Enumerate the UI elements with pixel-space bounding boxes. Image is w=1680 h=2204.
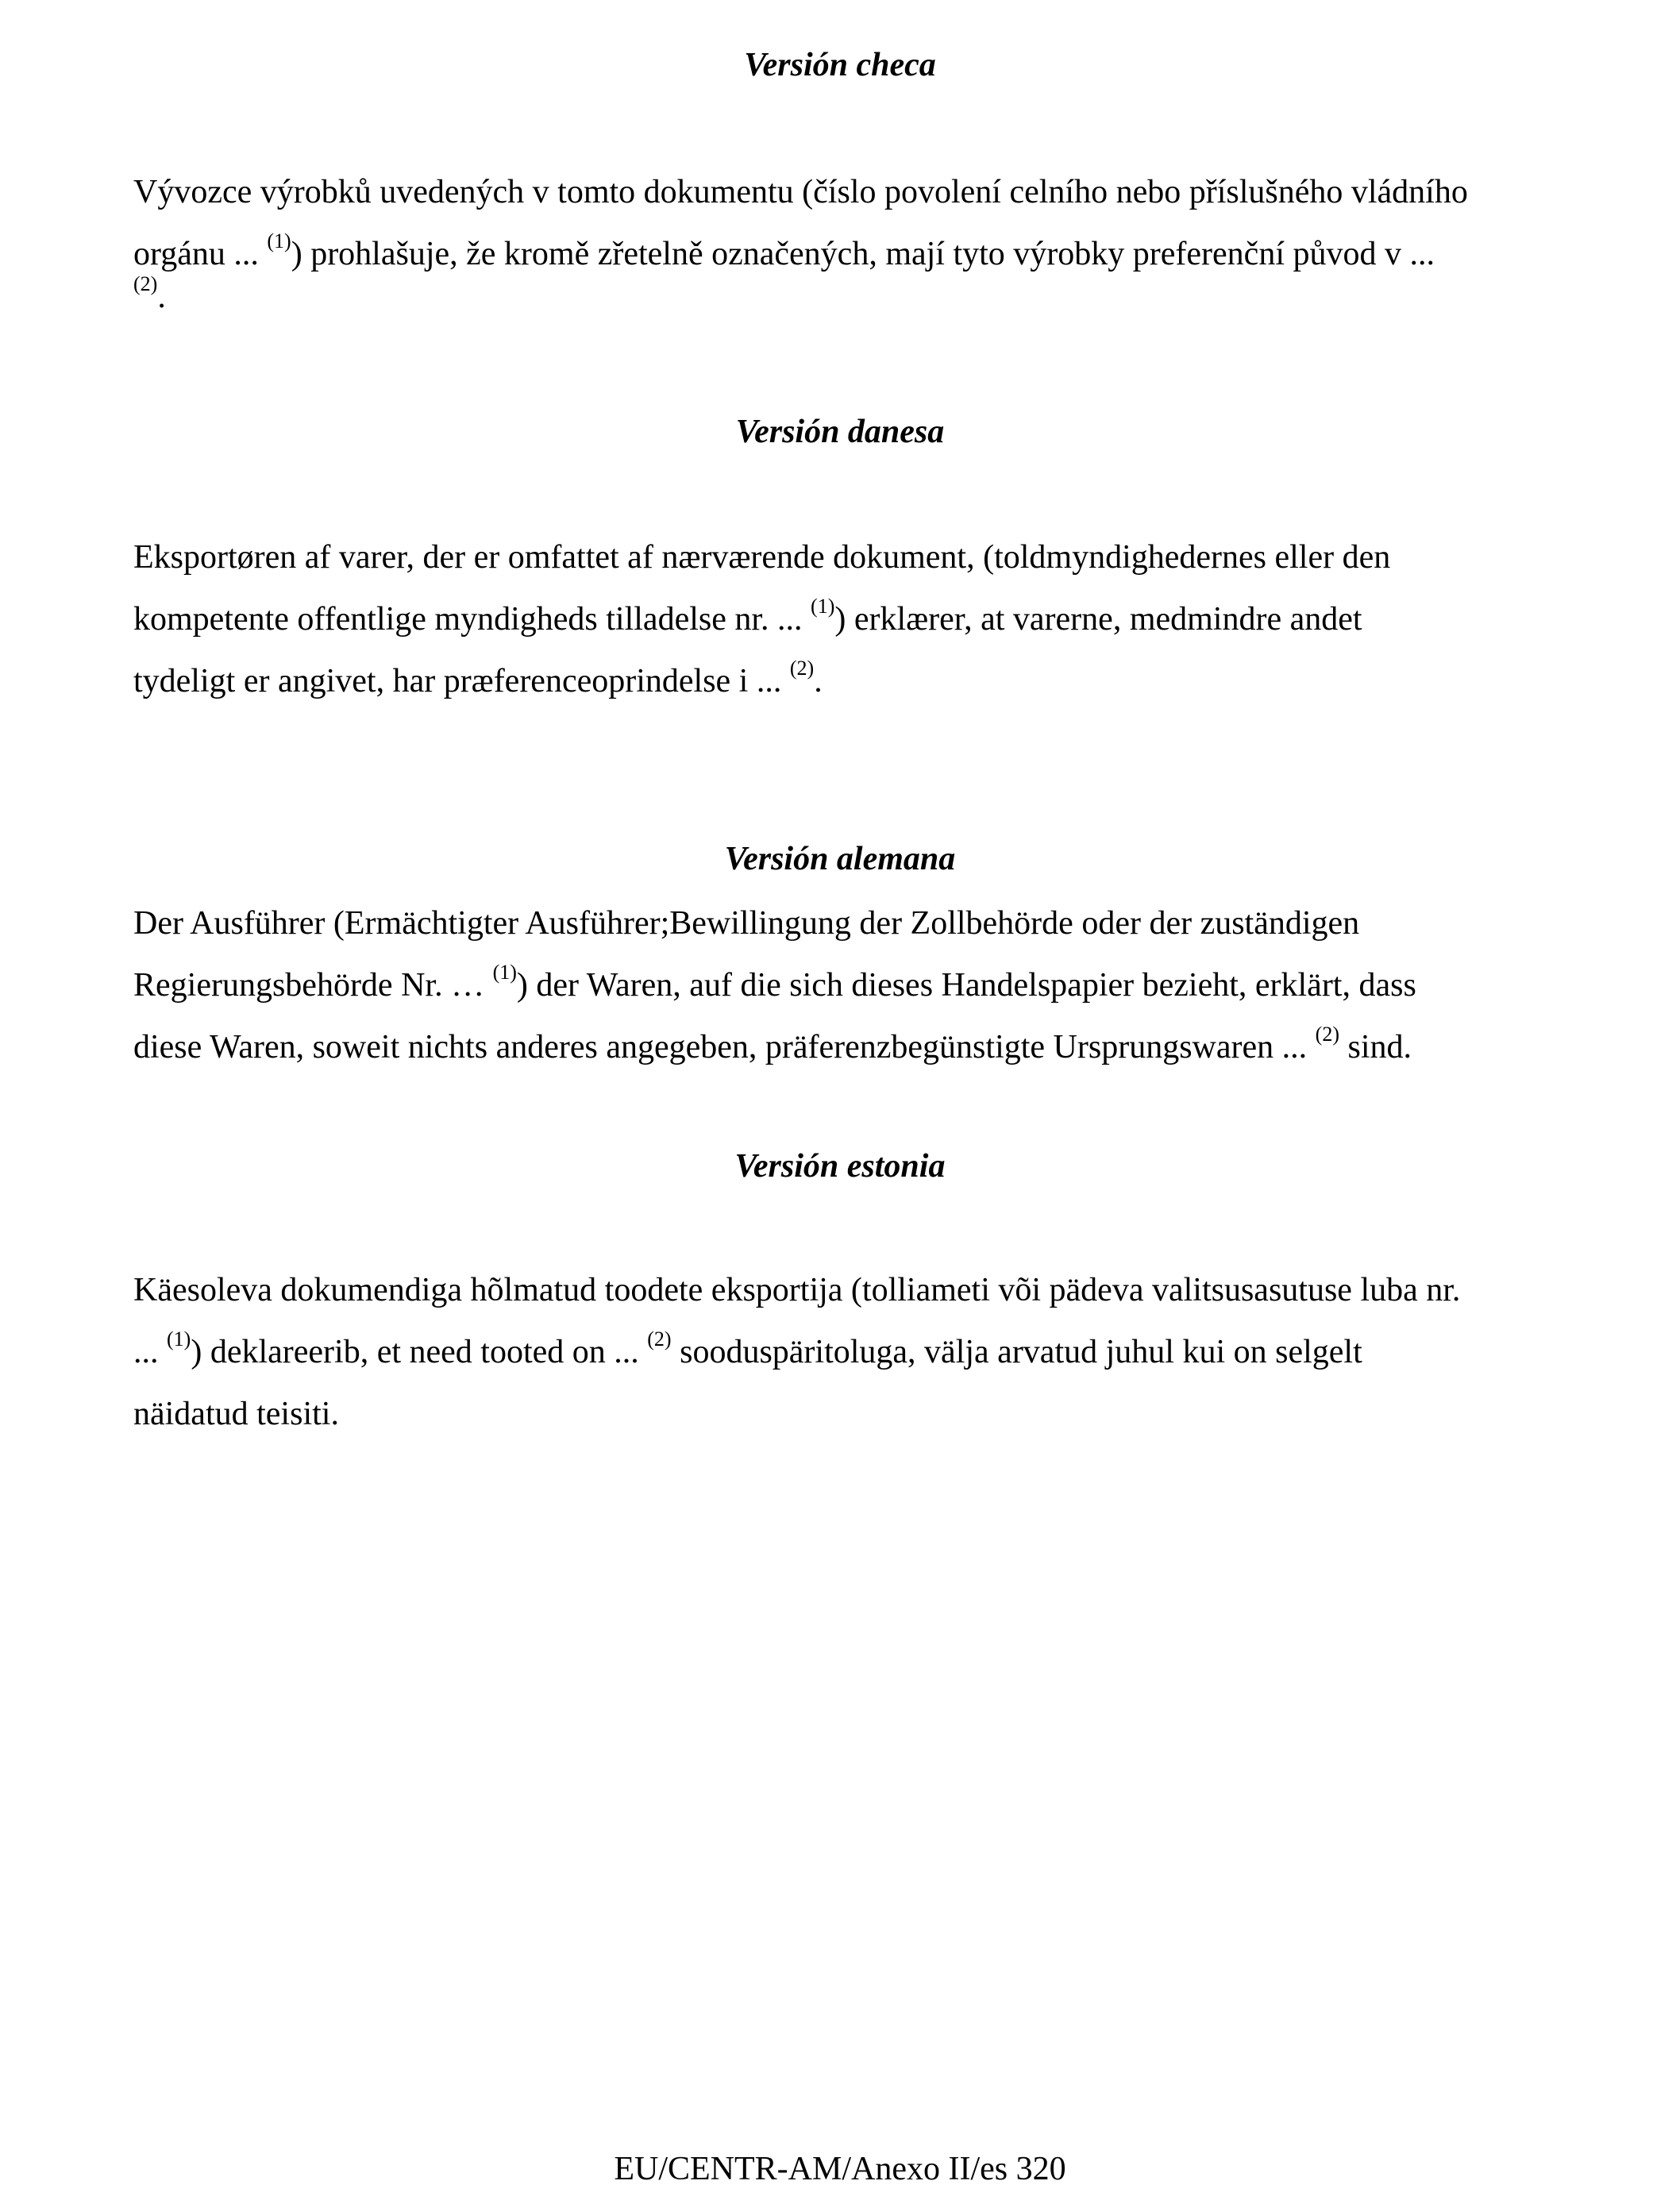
footnote-ref-1: (1) (811, 595, 835, 618)
paragraph-line: Vývozce výrobků uvedených v tomto dokumentu (číslo povolení celního nebo příslušného vládního (133, 174, 1468, 210)
paragraph-czech (133, 161, 1562, 328)
section-heading-german: Versión alemana (724, 841, 956, 877)
paragraph-line: tydeligt er angivet, har præferenceoprindelse i ... $^{(2)}$. (133, 657, 823, 699)
paragraph-line: $^{(2)}$. (133, 272, 166, 315)
paragraph-line: Käesoleva dokumendiga hõlmatud toodete eksportija (tolliameti või pädeva valitsusasutuse luba nr. (133, 1272, 1461, 1308)
footnote-ref-1: (1) (267, 229, 291, 252)
page-footer: EU/CENTR-AM/Anexo II/es 320 (614, 2151, 1066, 2187)
section-heading-czech: Versión checa (744, 47, 936, 83)
paragraph-line: ... $^{(1)}$) deklareerib, et need tooted on ... $^{(2)}$ sooduspäritoluga, välja arvatud juhul kui on selgelt (133, 1327, 1362, 1370)
paragraph-line: orgánu ... $^{(1)}$) prohlašuje, že kromě zřetelně označených, mají tyto výrobky preferenční původ v ... (133, 229, 1435, 272)
paragraph-danish (133, 526, 1562, 712)
footnote-ref-2: (2) (789, 657, 815, 680)
footnote-ref-2: (2) (647, 1327, 672, 1351)
footnote-ref-2: (2) (1315, 1023, 1339, 1046)
paragraph-line: diese Waren, soweit nichts anderes angegeben, präferenzbegünstigte Ursprungswaren ... $^{(2)}$ sind. (133, 1023, 1412, 1065)
paragraph-german (133, 892, 1562, 1078)
paragraph-estonian (133, 1259, 1562, 1445)
paragraph-line: näidatud teisiti. (133, 1396, 339, 1432)
footnote-ref-1: (1) (492, 961, 517, 984)
footnote-ref-2: (2) (133, 272, 158, 295)
paragraph-line: Eksportøren af varer, der er omfattet af nærværende dokument, (toldmyndighedernes eller den (133, 539, 1391, 576)
footnote-ref-1: (1) (167, 1327, 191, 1351)
paragraph-line: kompetente offentlige myndigheds tilladelse nr. ... $^{(1)}$) erklærer, at varerne, medmindre andet (133, 595, 1362, 638)
paragraph-line: Der Ausführer (Ermächtigter Ausführer;Bewillingung der Zollbehörde oder der zuständigen (133, 905, 1360, 942)
section-heading-estonian: Versión estonia (734, 1148, 946, 1185)
section-heading-danish: Versión danesa (735, 414, 945, 450)
paragraph-line: Regierungsbehörde Nr. … $^{(1)}$) der Waren, auf die sich dieses Handelspapier bezieht, erklärt, dass (133, 961, 1416, 1004)
